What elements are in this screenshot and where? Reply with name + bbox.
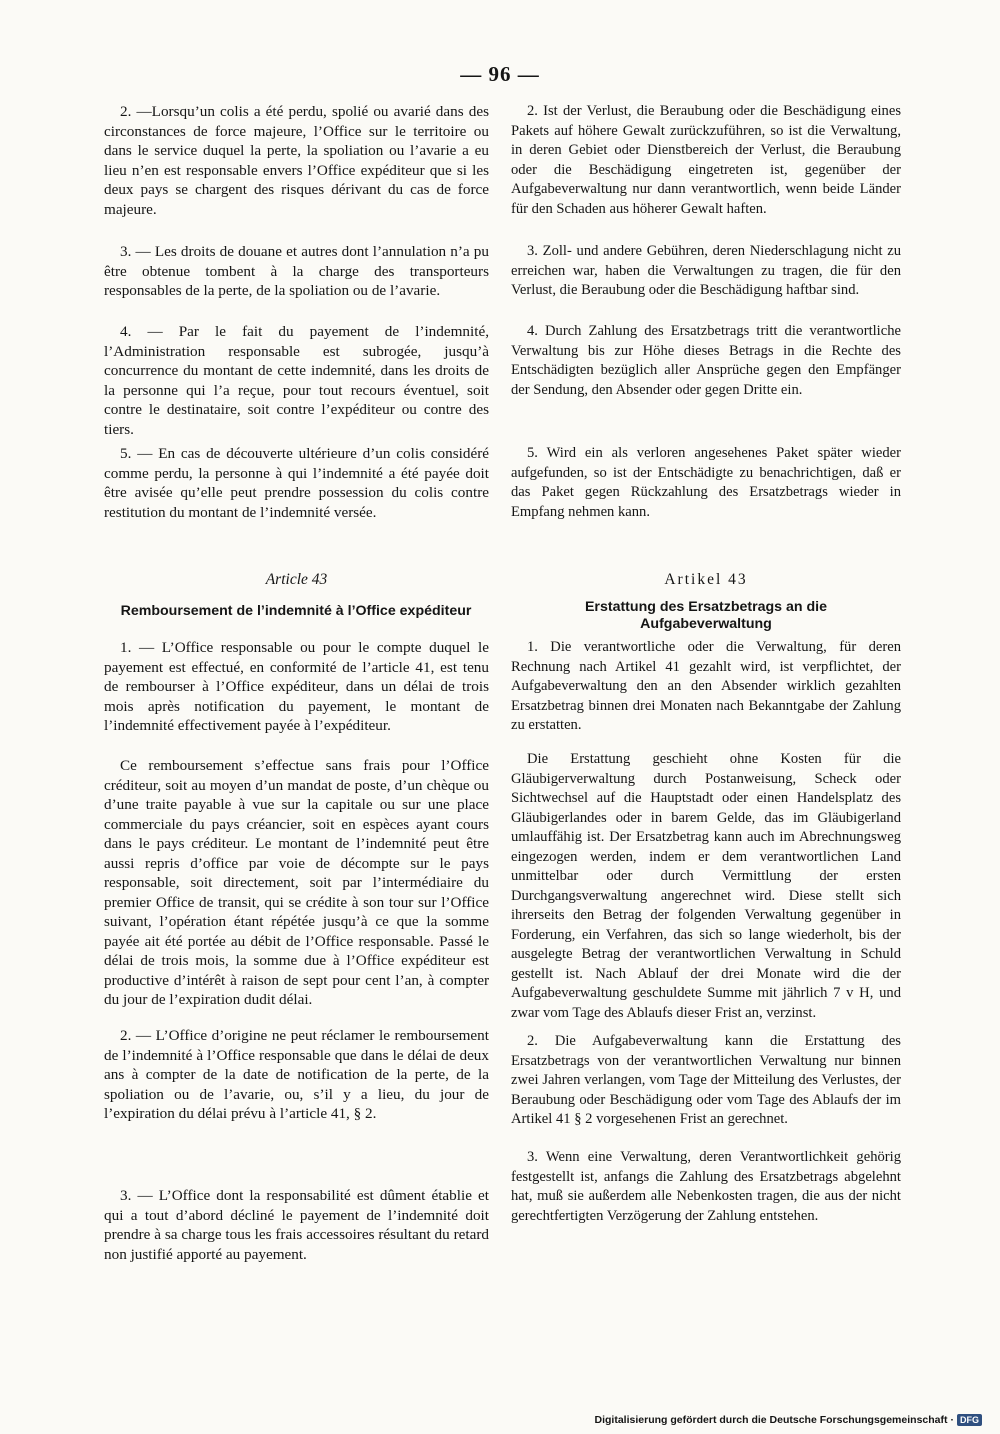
de-paragraph: 5. Wird ein als verloren angesehenes Paket später wieder aufgefunden, so ist der Entschädigte zu benachrichtigen, daß er das Paket gegen Rückzahlung des Ersatzbetrags wieder in Empfang nehmen kann. — [511, 445, 901, 520]
fr-paragraph: 4. — Par le fait du payement de l’indemnité, l’Administration responsable est subrogée, jusqu’à concurrence du montant de cette indemnité, dans les droits de la personne qui l’a reçue, pour tout recours éventuel, soit contre le destinataire, soit contre l’expéditeur ou contre des tiers. — [104, 323, 489, 438]
fr-paragraph: 2. — L’Office d’origine ne peut réclamer le remboursement de l’indemnité à l’Office responsable que dans le délai de deux ans à compter de la date de notification de la perte, de la spoliation ou de l’avarie, ou, s’il y a lieu, du jour de l’expiration du délai prévu à l’article 41, § 2. — [104, 1027, 489, 1122]
fr-paragraph: 3. — Les droits de douane et autres dont l’annulation n’a pu être obtenue tombent à la charge des transporteurs responsables de la perte, de la spoliation ou de l’avarie. — [104, 243, 489, 299]
fr-paragraph: 5. — En cas de découverte ultérieure d’un colis considéré comme perdu, la personne à qui l’indemnité a été payée doit être avisée qu’elle peut prendre possession du colis contre restitution du montant de l’indemnité versée. — [104, 445, 489, 521]
fr-paragraph: 2. —Lorsqu’un colis a été perdu, spolié ou avarié dans des circonstances de force majeure, l’Office sur le territoire ou dans le service duquel la perte, la spoliation ou l’avarie a eu lieu n’en est responsable envers l’Office expéditeur que si les deux pays se chargent des risques dérivant du cas de force majeure. — [104, 103, 489, 218]
fr-article-heading: Remboursement de l’indemnité à l’Office expéditeur — [120, 603, 472, 619]
de-paragraph: 4. Durch Zahlung des Ersatzbetrags tritt die verantwortliche Verwaltung bis zur Höhe dieses Betrags in die Rechte des Entschädigten bezüglich aller Ansprüche gegen den Empfänger der Sendung, den Absender oder gegen Dritte ein. — [511, 323, 901, 398]
de-paragraph: 2. Ist der Verlust, die Beraubung oder die Beschädigung eines Pakets auf höhere Gewalt zurückzuführen, so ist die Verwaltung, in deren Gebiet oder Dienstbereich der Verlust, die Beraubung oder die Beschädigung eingetreten ist, gegenüber der Aufgabeverwaltung nur dann verantwortlich, wenn beide Länder für den Schaden aus höherer Gewalt haften. — [511, 103, 901, 217]
de-paragraph: 1. Die verantwortliche oder die Verwaltung, für deren Rechnung nach Artikel 41 gezahlt wird, ist verpflichtet, der Aufgabeverwaltung den an den Absender wirklich gezahlten Ersatzbetrag binnen drei Monaten nach Bekanntgabe der Zahlung zu erstatten. — [511, 639, 901, 733]
dfg-logo: DFG — [957, 1414, 982, 1426]
fr-article-title: Article 43 — [265, 571, 328, 588]
de-paragraph: Die Erstattung geschieht ohne Kosten für die Gläubigerverwaltung durch Postanweisung, Scheck oder Sichtwechsel auf die Hauptstadt oder einen Handelsplatz des Gläubigerlandes oder in barem Gelde, das im Gläubigerland umlauffähig ist. Der Ersatzbetrag kann auch im Abrechnungsweg eingezogen werden, indem er dem verantwortlichen Land unmittelbar oder durch Vermittlung der ersten Durchgangsverwaltung angerechnet wird. Diese stellt sich ihrerseits den Betrag der folgenden Verwaltung gegenüber in Forderung, ein Verfahren, das sich so lange wiederholt, bis der ausgelegte Betrag der verantwortlichen Verwaltung in Schuld gestellt ist. Nach Ablauf der drei Monate wird die der Aufgabeverwaltung geschuldete Summe mit jährlich 7 v H, und zwar vom Tage des Ablaufs dieser Frist an, verzinst. — [511, 751, 901, 1021]
de-article-title: Artikel 43 — [664, 571, 748, 588]
de-paragraph: 3. Zoll- und andere Gebühren, deren Niederschlagung nicht zu erreichen war, haben die Verwaltungen zu tragen, die für den Verlust, die Beraubung oder die Beschädigung haftbar sind. — [511, 243, 901, 298]
footer-text: Digitalisierung gefördert durch die Deutsche Forschungsgemeinschaft — [594, 1414, 948, 1426]
de-article-heading: Erstattung des Ersatzbetrags an die Aufgabeverwaltung — [584, 599, 828, 632]
fr-paragraph: Ce remboursement s’effectue sans frais pour l’Office créditeur, soit au moyen d’un mandat de poste, d’un chèque ou d’une traite payable à vue sur la capitale ou sur une place commerciale du pays créancier, soit en espèces ayant cours dans le pays créditeur. Le montant de l’indemnité peut être aussi repris d’office par voie de décompte sur le pays responsable, soit directement, soit par l’intermédiaire du premier Office de transit, qui se crédite à son tour sur l’Office suivant, l’opération étant répétée jusqu’à ce que la somme payée ait été portée au débit de l’Office responsable. Passé le délai de trois mois, la somme due à l’Office expéditeur est productive d’intérêt à raison de sept pour cent l’an, à compter du jour de l’expiration dudit délai. — [104, 757, 489, 1008]
fr-paragraph: 1. — L’Office responsable ou pour le compte duquel le payement est effectué, en conformité de l’article 41, est tenu de rembourser à l’Office expéditeur, dans un délai de trois mois après notification du payement, le montant de l’indemnité effectivement payée à l’expéditeur. — [104, 639, 489, 734]
fr-paragraph: 3. — L’Office dont la responsabilité est dûment établie et qui a tout d’abord décliné le payement de l’indemnité doit prendre à sa charge tous les frais accessoires résultant du retard non justifié apporté au payement. — [104, 1187, 489, 1263]
page-number: — 96 — — [460, 62, 540, 86]
footer: Digitalisierung gefördert durch die Deutsche Forschungsgemeinschaft · DFG — [595, 1414, 982, 1426]
de-paragraph: 2. Die Aufgabeverwaltung kann die Erstattung des Ersatzbetrags von der verantwortlichen Verwaltung nur binnen zwei Jahren verlangen, vom Tage der Mitteilung des Verlustes, der Beraubung oder Beschädigung oder vom Tage des Ablaufs der im Artikel 41 § 2 vorgesehenen Frist an gerechnet. — [511, 1033, 901, 1127]
de-paragraph: 3. Wenn eine Verwaltung, deren Verantwortlichkeit gehörig festgestellt ist, anfangs die Zahlung des Ersatzbetrags abgelehnt hat, muß sie außerdem alle Nebenkosten tragen, die aus der nicht gerechtfertigten Verzögerung der Zahlung entstehen. — [511, 1149, 901, 1224]
